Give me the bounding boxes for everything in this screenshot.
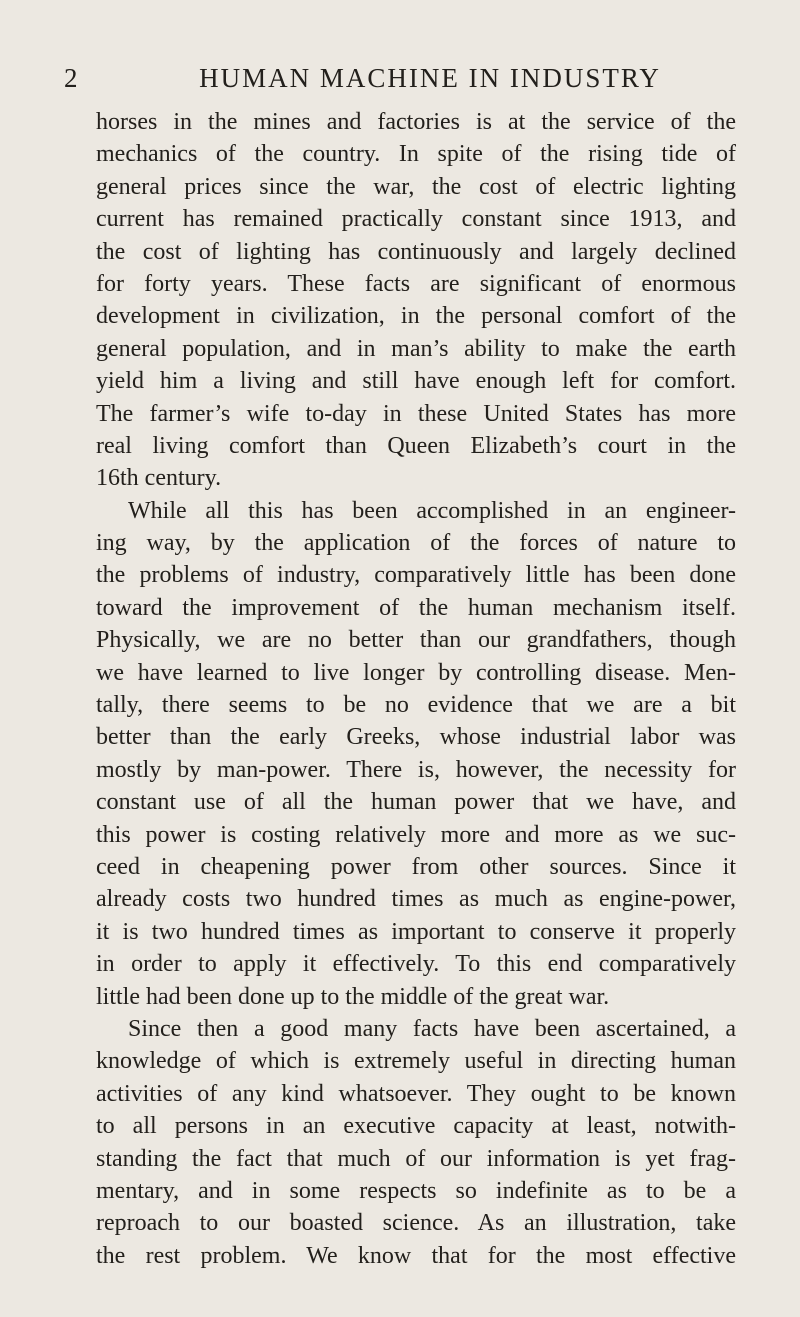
text-line: in order to apply it effectively. To this end comparatively	[96, 951, 736, 978]
text-line: tally, there seems to be no evidence that we are a bit	[96, 692, 736, 719]
text-line: activities of any kind whatsoever. They ought to be known	[96, 1080, 736, 1107]
text-line: better than the early Greeks, whose industrial labor was	[96, 724, 736, 751]
text-line: already costs two hundred times as much as engine-power,	[96, 886, 736, 913]
text-line: little had been done up to the middle of the great war.	[96, 983, 610, 1010]
text-line: horses in the mines and factories is at the service of the	[96, 109, 736, 135]
text-line: we have learned to live longer by controlling disease. Men-	[96, 659, 736, 686]
text-line: The farmer’s wife to-day in these United States has more	[96, 400, 736, 427]
text-line: Physically, we are no better than our grandfathers, though	[96, 627, 736, 654]
text-line: constant use of all the human power that we have, and	[96, 789, 736, 816]
running-head	[64, 60, 736, 96]
text-line: mostly by man-power. There is, however, the necessity for	[96, 756, 736, 783]
text-line: real living comfort than Queen Elizabeth’s court in the	[96, 432, 736, 459]
text-line: reproach to our boasted science. As an illustration, take	[96, 1210, 736, 1237]
text-line: the cost of lighting has continuously and largely declined	[96, 238, 736, 265]
text-line: general prices since the war, the cost of electric lighting	[96, 173, 736, 200]
text-line: ceed in cheapening power from other sources. Since it	[96, 853, 736, 880]
text-line: yield him a living and still have enough left for comfort.	[96, 368, 736, 395]
text-line: development in civilization, in the personal comfort of the	[96, 303, 736, 330]
page-number: 2	[64, 63, 78, 93]
text-line: standing the fact that much of our information is yet frag-	[96, 1145, 736, 1172]
text-line: this power is costing relatively more and more as we suc-	[96, 821, 736, 848]
text-line: the problems of industry, comparatively little has been done	[96, 562, 736, 589]
text-line: it is two hundred times as important to conserve it properly	[96, 918, 736, 945]
body-text	[96, 106, 736, 1272]
text-line: for forty years. These facts are significant of enormous	[96, 270, 736, 297]
text-line: While all this has been accomplished in an engineer-	[128, 497, 736, 524]
running-title: HUMAN MACHINE IN INDUSTRY	[199, 63, 661, 93]
text-line: to all persons in an executive capacity at least, notwith-	[96, 1113, 736, 1140]
text-line: mentary, and in some respects so indefinite as to be a	[96, 1177, 736, 1204]
text-line: toward the improvement of the human mechanism itself.	[96, 594, 736, 621]
text-line: ing way, by the application of the forces of nature to	[96, 530, 736, 557]
text-line: the rest problem. We know that for the most effective	[96, 1242, 736, 1269]
text-line: 16th century.	[96, 465, 222, 492]
text-line: knowledge of which is extremely useful in directing human	[96, 1048, 736, 1075]
text-line: current has remained practically constant since 1913, and	[96, 206, 736, 233]
text-line: mechanics of the country. In spite of the rising tide of	[96, 141, 736, 168]
text-line: general population, and in man’s ability to make the earth	[96, 335, 736, 362]
text-line: Since then a good many facts have been ascertained, a	[128, 1015, 736, 1042]
